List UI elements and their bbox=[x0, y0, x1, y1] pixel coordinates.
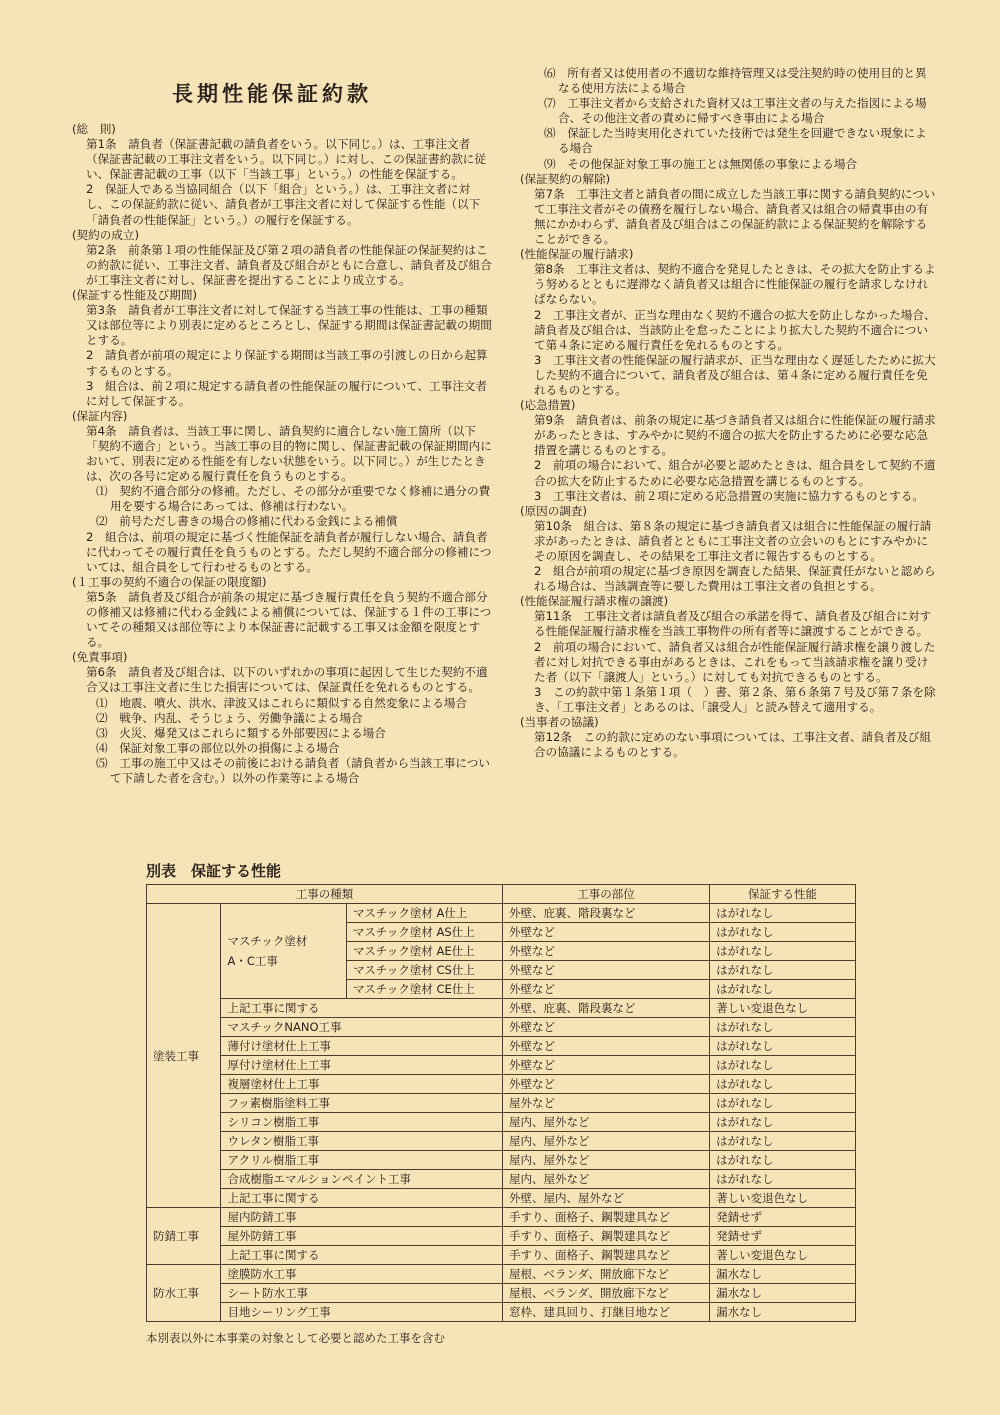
guaranteed-performance: はがれなし bbox=[710, 1075, 856, 1094]
guaranteed-performance: はがれなし bbox=[710, 961, 856, 980]
work-name: 薄付け塗材仕上工事 bbox=[221, 1037, 503, 1056]
work-part: 屋内、屋外など bbox=[503, 1132, 710, 1151]
clause-text: 3 組合は、前２項に規定する請負者の性能保証の履行について、工事注文者に対して保証する。 bbox=[86, 378, 488, 408]
work-name: 上記工事に関する bbox=[221, 999, 503, 1018]
section-heading: (免責事項) bbox=[72, 650, 128, 665]
mastic-group-label: マスチック塗材 A・C工事 bbox=[221, 904, 346, 999]
clause-text: 2 組合は、前項の規定に基づく性能保証を請負者が履行しない場合、請負者に代わってその履行責任を負うものとする。ただし契約不適合部分の修補については、組合員をして行わせるものとする。 bbox=[86, 529, 492, 574]
clause-text: 第9条 請負者は、前条の規定に基づき請負者又は組合に性能保証の履行請求があったときは、すみやかに契約不適合の拡大を防止するために必要な応急措置を講じるものとする。 bbox=[534, 413, 936, 458]
clause-text: 2 前項の場合において、請負者又は組合が性能保証履行請求権を譲り渡した者に対し対抗できる事由があるときは、これをもって当該請求権を譲り受けた者（以下「譲渡人」という。）に対しても対抗できるものとする。 bbox=[534, 639, 936, 684]
table-row bbox=[147, 1284, 856, 1303]
clause-text: ⑷ 保証対象工事の部位以外の損傷による場合 bbox=[96, 740, 340, 755]
work-category: 防錆工事 bbox=[147, 1208, 221, 1265]
section-heading: (応急措置) bbox=[520, 398, 576, 413]
guaranteed-performance: 漏水なし bbox=[710, 1284, 856, 1303]
table-row bbox=[147, 999, 856, 1018]
guaranteed-performance: はがれなし bbox=[710, 1018, 856, 1037]
work-part: 屋根、ベランダ、開放廊下など bbox=[503, 1265, 710, 1284]
work-part: 外壁など bbox=[503, 1056, 710, 1075]
section-heading: (１工事の契約不適合の保証の限度額) bbox=[72, 574, 267, 589]
clause-text: 2 保証人である当協同組合（以下「組合」という。）は、工事注文者に対し、この保証約款に従い、請負者が工事注文者に対して保証する性能（以下「請負者の性能保証」という。）の履行を保証する。 bbox=[86, 182, 481, 227]
section-heading: (保証契約の解除) bbox=[520, 171, 611, 186]
work-part: 屋内、屋外など bbox=[503, 1113, 710, 1132]
guaranteed-performance: はがれなし bbox=[710, 1056, 856, 1075]
guaranteed-performance: はがれなし bbox=[710, 1094, 856, 1113]
work-part: 窓枠、建具回り、打継目地など bbox=[503, 1303, 710, 1322]
header-work-type: 工事の種類 bbox=[147, 885, 503, 904]
work-part: 外壁、庇裏、階段裏など bbox=[503, 999, 710, 1018]
table-row bbox=[147, 904, 856, 923]
left-column bbox=[72, 60, 492, 786]
clause-text: 第7条 工事注文者と請負者の間に成立した当該工事に関する請負契約について工事注文者がその債務を履行しない場合、請負者又は組合の帰責事由の有無にかかわらず、請負者及び組合はこの保証約款による保証契約を解除することができる。 bbox=[534, 186, 936, 247]
work-part: 手すり、面格子、鋼製建具など bbox=[503, 1227, 710, 1246]
work-part: 外壁、屋内、屋外など bbox=[503, 1189, 710, 1208]
clause-text: 第8条 工事注文者は、契約不適合を発見したときは、その拡大を防止するよう努めるとともに遅滞なく請負者又は組合に性能保証の履行を請求しなければならない。 bbox=[534, 262, 936, 307]
work-name: 目地シーリング工事 bbox=[221, 1303, 503, 1322]
guaranteed-performance: 漏水なし bbox=[710, 1265, 856, 1284]
clause-text: 第5条 請負者及び組合が前条の規定に基づき履行責任を負う契約不適合部分の修補又は修補に代わる金銭による補償については、保証する１件の工事についてその種類又は部位等により本保証書に記載する工事又は金額を限度とする。 bbox=[86, 589, 492, 650]
section-heading: (原因の調査) bbox=[520, 503, 588, 518]
work-name: 上記工事に関する bbox=[221, 1246, 503, 1265]
clause-text: 3 工事注文者は、前２項に定める応急措置の実施に協力するものとする。 bbox=[534, 488, 924, 503]
clause-text: ⑴ 契約不適合部分の修補。ただし、その部分が重要でなく修補に過分の費用を要する場合にあっては、修補は行わない。 bbox=[96, 484, 491, 514]
table-row bbox=[147, 1189, 856, 1208]
clause-text: ⑹ 所有者又は使用者の不適切な維持管理又は受注契約時の使用目的と異なる使用方法による場合 bbox=[544, 66, 927, 96]
clause-text: ⑴ 地震、噴火、洪水、津波又はこれらに類似する自然変象による場合 bbox=[96, 695, 468, 710]
work-name: 厚付け塗材仕上工事 bbox=[221, 1056, 503, 1075]
clause-text: 第12条 この約款に定めのない事項については、工事注文者、請負者及び組合の協議によるものとする。 bbox=[534, 730, 932, 760]
guaranteed-performance: 漏水なし bbox=[710, 1303, 856, 1322]
clause-text: 第2条 前条第１項の性能保証及び第２項の請負者の性能保証の保証契約はこの約款に従い、工事注文者、請負者及び組合がともに合意し、請負者及び組合が工事注文者に対し、保証書を提出することにより成立する。 bbox=[86, 242, 492, 287]
table-row bbox=[147, 1265, 856, 1284]
clause-text: 第11条 工事注文者は請負者及び組合の承諾を得て、請負者及び組合に対する性能保証履行請求権を当該工事物件の所有者等に譲渡することができる。 bbox=[534, 609, 932, 639]
work-name: 上記工事に関する bbox=[221, 1189, 503, 1208]
clause-text: 2 請負者が前項の規定により保証する期間は当該工事の引渡しの日から起算するものとする。 bbox=[86, 348, 488, 378]
work-part: 外壁など bbox=[503, 1037, 710, 1056]
section-heading: (保証する性能及び期間) bbox=[72, 288, 197, 303]
work-part: 手すり、面格子、鋼製建具など bbox=[503, 1208, 710, 1227]
clause-text: ⑼ その他保証対象工事の施工とは無関係の事象による場合 bbox=[544, 156, 858, 171]
clause-text: 2 前項の場合において、組合が必要と認めたときは、組合員をして契約不適合の拡大を防止するために必要な応急措置を講じるものとする。 bbox=[534, 458, 936, 488]
table-row bbox=[147, 1170, 856, 1189]
clause-text: 第4条 請負者は、当該工事に関し、請負契約に適合しない施工箇所（以下「契約不適合」という。当該工事の目的物に関し、保証書記載の保証期間内において、別表に定める性能を有しない状態をいう。以下同じ。）が生じたときは、次の各号に定める履行責任を負うものとする。 bbox=[86, 423, 492, 484]
work-part: 外壁など bbox=[503, 961, 710, 980]
performance-table bbox=[146, 884, 856, 1322]
clause-text: ⑵ 前号ただし書きの場合の修補に代わる金銭による補償 bbox=[96, 514, 398, 529]
right-clauses bbox=[520, 66, 938, 760]
table-row bbox=[147, 1227, 856, 1246]
header-part: 工事の部位 bbox=[503, 885, 710, 904]
work-part: 外壁、庇裏、階段裏など bbox=[503, 904, 710, 923]
clause-text: 2 組合が前項の規定に基づき原因を調査した結果、保証責任がないと認められる場合は、当該調査等に要した費用は工事注文者の負担とする。 bbox=[534, 564, 936, 594]
work-part: 屋内、屋外など bbox=[503, 1170, 710, 1189]
clause-text: ⑻ 保証した当時実用化されていた技術では発生を回避できない現象による場合 bbox=[544, 126, 927, 156]
guaranteed-performance: はがれなし bbox=[710, 1113, 856, 1132]
work-part: 手すり、面格子、鋼製建具など bbox=[503, 1246, 710, 1265]
section-heading: (保証内容) bbox=[72, 408, 128, 423]
guaranteed-performance: はがれなし bbox=[710, 1170, 856, 1189]
table-row bbox=[147, 1037, 856, 1056]
work-category: 防水工事 bbox=[147, 1265, 221, 1322]
work-part: 屋根、ベランダ、開放廊下など bbox=[503, 1284, 710, 1303]
work-part: 屋外など bbox=[503, 1094, 710, 1113]
clause-text: 第1条 請負者（保証書記載の請負者をいう。以下同じ。）は、工事注文者（保証書記載の工事注文者をいう。以下同じ。）に対し、この保証書約款に従い、保証書記載の工事（以下「当該工事」という。）の性能を保証する。 bbox=[86, 137, 486, 182]
clause-text: 2 工事注文者が、正当な理由なく契約不適合の拡大を防止しなかった場合、請負者及び組合は、当該防止を怠ったことにより拡大した契約不適合について第４条に定める履行責任を免れるものとする。 bbox=[534, 307, 936, 352]
table-row bbox=[147, 1303, 856, 1322]
work-part: 外壁など bbox=[503, 942, 710, 961]
table-header-row bbox=[147, 885, 856, 904]
work-part: 外壁など bbox=[503, 1075, 710, 1094]
material-name: マスチック塗材 CE仕上 bbox=[346, 980, 502, 999]
clause-text: 第10条 組合は、第８条の規定に基づき請負者又は組合に性能保証の履行請求があったときは、請負者とともに工事注文者の立会いのもとにすみやかにその原因を調査し、その結果を工事注文者に報告するものとする。 bbox=[534, 518, 932, 563]
material-name: マスチック塗材 AS仕上 bbox=[346, 923, 502, 942]
header-performance: 保証する性能 bbox=[710, 885, 856, 904]
work-name: 塗膜防水工事 bbox=[221, 1265, 503, 1284]
section-heading: (契約の成立) bbox=[72, 227, 140, 242]
table-row bbox=[147, 1094, 856, 1113]
guaranteed-performance: はがれなし bbox=[710, 1132, 856, 1151]
table-row bbox=[147, 1132, 856, 1151]
clause-text: 3 工事注文者の性能保証の履行請求が、正当な理由なく遅延したために拡大した契約不適合について、請負者及び組合は、第４条に定める履行責任を免れるものとする。 bbox=[534, 352, 936, 397]
section-heading: (性能保証の履行請求) bbox=[520, 247, 634, 262]
clause-text: ⑶ 火災、爆発又はこれらに類する外部要因による場合 bbox=[96, 725, 386, 740]
table-row bbox=[147, 1246, 856, 1265]
table-row bbox=[147, 1056, 856, 1075]
work-name: シート防水工事 bbox=[221, 1284, 503, 1303]
table-row bbox=[147, 1075, 856, 1094]
table-row bbox=[147, 1208, 856, 1227]
guaranteed-performance: 発錆せず bbox=[710, 1208, 856, 1227]
section-heading: (総 則) bbox=[72, 122, 116, 136]
guaranteed-performance: 著しい変退色なし bbox=[710, 1246, 856, 1265]
clause-text: 第3条 請負者が工事注文者に対して保証する当該工事の性能は、工事の種類又は部位等により別表に定めるところとし、保証する期間は保証書記載の期間とする。 bbox=[86, 303, 492, 348]
guaranteed-performance: 著しい変退色なし bbox=[710, 999, 856, 1018]
work-name: 屋外防錆工事 bbox=[221, 1227, 503, 1246]
guaranteed-performance: はがれなし bbox=[710, 942, 856, 961]
work-part: 外壁など bbox=[503, 980, 710, 999]
left-clauses bbox=[72, 122, 492, 786]
clause-text: ⑺ 工事注文者から支給された資材又は工事注文者の与えた指図による場合、その他注文者の責めに帰すべき事由による場合 bbox=[544, 96, 927, 126]
clause-text: ⑵ 戦争、内乱、そうじょう、労働争議による場合 bbox=[96, 710, 363, 725]
work-name: マスチックNANO工事 bbox=[221, 1018, 503, 1037]
work-category: 塗装工事 bbox=[147, 904, 221, 1208]
guaranteed-performance: はがれなし bbox=[710, 904, 856, 923]
work-part: 外壁など bbox=[503, 1018, 710, 1037]
guaranteed-performance: はがれなし bbox=[710, 1037, 856, 1056]
work-name: 屋内防錆工事 bbox=[221, 1208, 503, 1227]
document-title: 長期性能保証約款 bbox=[172, 82, 372, 106]
work-part: 屋内、屋外など bbox=[503, 1151, 710, 1170]
material-name: マスチック塗材 CS仕上 bbox=[346, 961, 502, 980]
work-name: 複層塗材仕上工事 bbox=[221, 1075, 503, 1094]
table-row bbox=[147, 1018, 856, 1037]
material-name: マスチック塗材 A仕上 bbox=[346, 904, 502, 923]
guaranteed-performance: 著しい変退色なし bbox=[710, 1189, 856, 1208]
work-name: アクリル樹脂工事 bbox=[221, 1151, 503, 1170]
guaranteed-performance: はがれなし bbox=[710, 980, 856, 999]
table-title: 別表 保証する性能 bbox=[146, 862, 282, 880]
clause-text: 3 この約款中第１条第１項（ ）書、第２条、第６条第７号及び第７条を除き、「工事注文者」とあるのは、「譲受人」と読み替えて適用する。 bbox=[534, 684, 936, 714]
material-name: マスチック塗材 AE仕上 bbox=[346, 942, 502, 961]
work-name: ウレタン樹脂工事 bbox=[221, 1132, 503, 1151]
work-name: 合成樹脂エマルションペイント工事 bbox=[221, 1170, 503, 1189]
work-name: フッ素樹脂塗料工事 bbox=[221, 1094, 503, 1113]
section-heading: (性能保証履行請求権の譲渡) bbox=[520, 594, 669, 609]
table-row bbox=[147, 1113, 856, 1132]
table-footnote: 本別表以外に本事業の対象として必要と認めた工事を含む bbox=[146, 1331, 445, 1345]
work-name: シリコン樹脂工事 bbox=[221, 1113, 503, 1132]
work-part: 外壁など bbox=[503, 923, 710, 942]
clause-text: ⑸ 工事の施工中又はその前後における請負者（請負者から当該工事について下請した者を含む。）以外の作業等による場合 bbox=[96, 755, 490, 786]
guaranteed-performance: 発錆せず bbox=[710, 1227, 856, 1246]
guaranteed-performance: はがれなし bbox=[710, 1151, 856, 1170]
guaranteed-performance: はがれなし bbox=[710, 923, 856, 942]
right-column bbox=[520, 66, 938, 760]
clause-text: 第6条 請負者及び組合は、以下のいずれかの事項に起因して生じた契約不適合又は工事注文者に生じた損害については、保証責任を免れるものとする。 bbox=[86, 665, 488, 695]
table-row bbox=[147, 1151, 856, 1170]
section-heading: (当事者の協議) bbox=[520, 715, 599, 730]
